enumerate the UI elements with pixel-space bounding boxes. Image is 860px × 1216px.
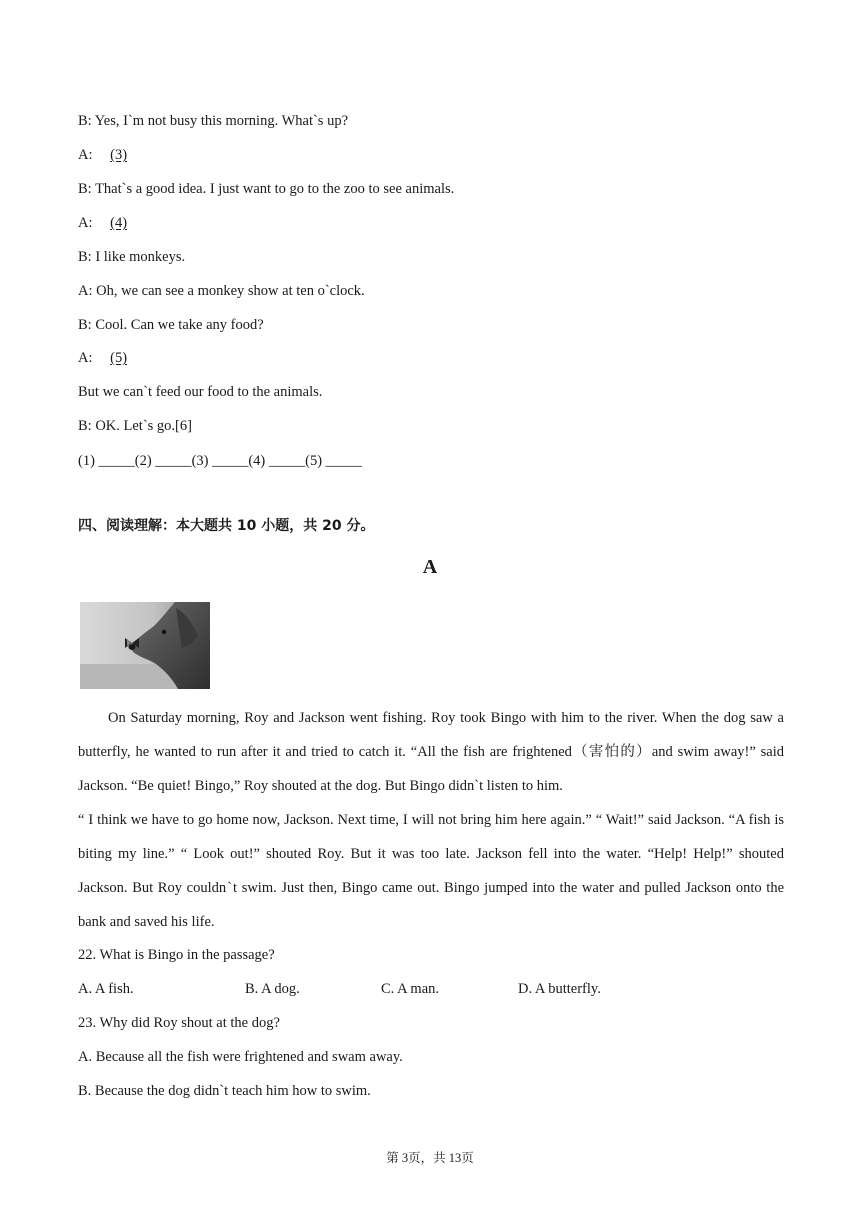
answer-blank: (3) (110, 147, 128, 163)
dialogue-line: B: OK. Letˋs go.[6] (78, 418, 192, 434)
answer-blanks-row: (1) _____(2) _____(3) _____(4) _____(5) _____ (78, 453, 362, 469)
passage-paragraph: On Saturday morning, Roy and Jackson went fishing. Roy took Bingo with him to the river. When the dog saw a butterfly, he wanted to run after it and tried to catch it. “All the fish are frightened（害怕的）and swim away!” said Jackson. “Be quiet! Bingo,” Roy shouted at the dog. But Bingo didnˋt listen to him. (78, 710, 784, 794)
dialogue-line: B: Cool. Can we take any food? (78, 317, 264, 333)
option-b: B. Because the dog didnˋt teach him how to swim. (78, 1083, 371, 1099)
dialogue-line: But we canˋt feed our food to the animals. (78, 384, 323, 400)
page-number: 第 3页，共 13页 (386, 1151, 474, 1165)
passage-paragraph: “ I think we have to go home now, Jackson. Next time, I will not bring him here again.” “ Wait!” said Jackson. “A fish is biting my line.” “ Look out!” shouted Roy. But it was too late. Jackson fell into the water. “Help! Help!” shouted Jackson. But Roy couldnˋt swim. Just then, Bingo came out. Bingo jumped into the water and pulled Jackson onto the bank and saved his life. (78, 812, 784, 930)
question-stem: 22. What is Bingo in the passage? (78, 947, 275, 963)
passage-label: A (422, 556, 438, 578)
dialogue-line: B: Yes, Iˋm not busy this morning. Whatˋs up? (78, 113, 348, 129)
speaker-label: A: (78, 350, 93, 366)
option-b: B. A dog. (245, 981, 300, 997)
question-stem: 23. Why did Roy shout at the dog? (78, 1015, 280, 1031)
speaker-label: A: (78, 147, 93, 163)
option-a: A. Because all the fish were frightened and swam away. (78, 1049, 403, 1065)
dialogue-line (78, 213, 141, 233)
option-c: C. A man. (381, 981, 440, 997)
dialogue-line (78, 348, 141, 368)
option-a: A. A fish. (78, 981, 134, 997)
dialogue-line (78, 145, 141, 165)
dialogue-line: A: Oh, we can see a monkey show at ten oˋclock. (78, 283, 365, 299)
dialogue-line: B: I like monkeys. (78, 249, 186, 265)
speaker-label: A: (78, 215, 93, 231)
answer-blank: (4) (110, 215, 128, 231)
dog-with-butterfly-photo (80, 602, 210, 689)
dialogue-line: B: Thatˋs a good idea. I just want to go to the zoo to see animals. (78, 181, 455, 197)
section-title: 四、阅读理解：本大题共 10 小题，共 20 分。 (78, 518, 375, 534)
option-d: D. A butterfly. (518, 981, 601, 997)
answer-blank: (5) (110, 350, 128, 366)
